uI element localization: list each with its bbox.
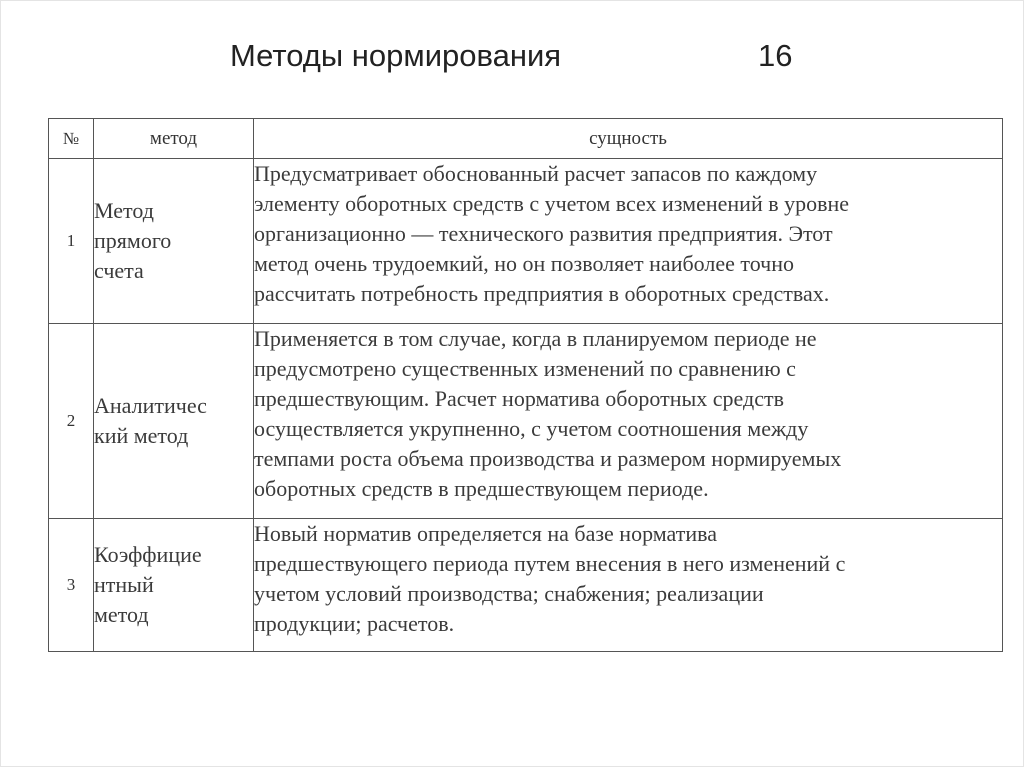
table-header-row xyxy=(49,119,1003,159)
method-name-line: метод xyxy=(94,602,149,627)
method-name-line: Метод xyxy=(94,198,154,223)
method-name xyxy=(94,324,254,519)
table-row xyxy=(49,519,1003,652)
description-line: темпами роста объема производства и размером нормируемых xyxy=(254,446,842,471)
methods-table xyxy=(48,118,1003,652)
description-line: элементу оборотных средств с учетом всех изменений в уровне xyxy=(254,191,850,216)
description-line: метод очень трудоемкий, но он позволяет наиболее точно xyxy=(254,251,794,276)
method-description xyxy=(254,324,1003,519)
method-name-line: прямого xyxy=(94,228,172,253)
description-line: рассчитать потребность предприятия в оборотных средствах. xyxy=(254,281,830,306)
description-line: продукции; расчетов. xyxy=(254,611,455,636)
description-line: предусмотрено существенных изменений по сравнению с xyxy=(254,356,796,381)
header-essence: сущность xyxy=(254,119,1003,159)
header-num: № xyxy=(49,119,94,159)
method-description xyxy=(254,159,1003,324)
description-line: учетом условий производства; снабжения; реализации xyxy=(254,581,764,606)
slide-title: Методы нормирования xyxy=(230,38,562,73)
header-method: метод xyxy=(94,119,254,159)
description-line: организационно — технического развития предприятия. Этот xyxy=(254,221,833,246)
description-line: предшествующим. Расчет норматива оборотных средств xyxy=(254,386,784,411)
description-line: Предусматривает обоснованный расчет запасов по каждому xyxy=(254,161,818,186)
method-description xyxy=(254,519,1003,652)
row-number: 3 xyxy=(49,519,94,652)
page-number: 16 xyxy=(758,38,793,73)
method-name xyxy=(94,159,254,324)
method-name-line: кий метод xyxy=(94,423,189,448)
description-line: Применяется в том случае, когда в планируемом периоде не xyxy=(254,326,817,351)
table-row xyxy=(49,159,1003,324)
description-line: Новый норматив определяется на базе норматива xyxy=(254,521,717,546)
row-number: 1 xyxy=(49,159,94,324)
method-name-line: счета xyxy=(94,258,144,283)
method-name xyxy=(94,519,254,652)
method-name-line: Аналитичес xyxy=(94,393,207,418)
description-line: предшествующего периода путем внесения в него изменений с xyxy=(254,551,846,576)
description-line: осуществляется укрупненно, с учетом соотношения между xyxy=(254,416,809,441)
method-name-line: нтный xyxy=(94,572,154,597)
description-line: оборотных средств в предшествующем периоде. xyxy=(254,476,709,501)
row-number: 2 xyxy=(49,324,94,519)
method-name-line: Коэффицие xyxy=(94,542,202,567)
table-row xyxy=(49,324,1003,519)
